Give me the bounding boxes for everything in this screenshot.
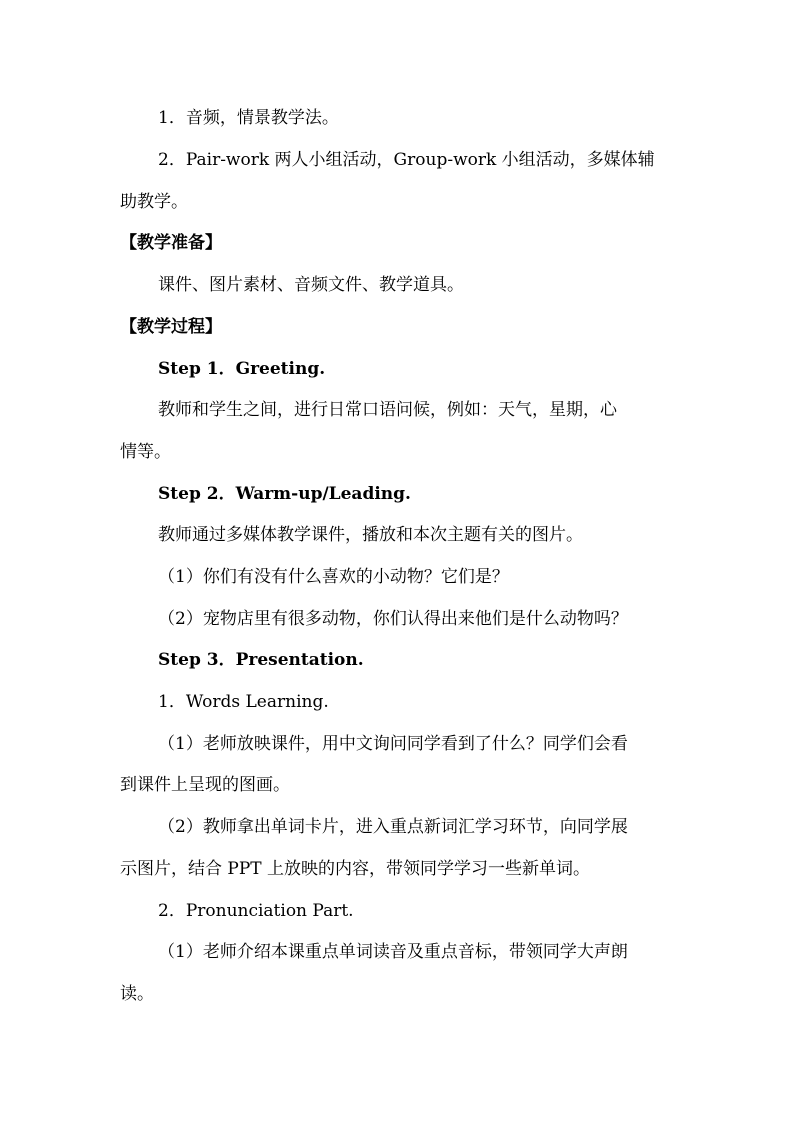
- pronunciation-heading: 2．Pronunciation Part.: [158, 901, 354, 921]
- step-1-text: 教师和学生之间，进行日常口语问候，例如：天气，星期，心: [158, 400, 617, 420]
- method-item-2: 2．Pair-work 两人小组活动，Group-work 小组活动，多媒体辅: [158, 150, 655, 170]
- preparation-text: 课件、图片素材、音频文件、教学道具。: [158, 275, 464, 295]
- section-heading-process: 【教学过程】: [120, 317, 222, 337]
- words-learning-item-2: （2）教师拿出单词卡片，进入重点新词汇学习环节，向同学展: [158, 817, 628, 837]
- step-2-question-1: （1）你们有没有什么喜欢的小动物？它们是？: [158, 567, 509, 587]
- words-learning-item-2-continued: 示图片，结合 PPT 上放映的内容，带领同学学习一些新单词。: [120, 859, 591, 879]
- pronunciation-item-1: （1）老师介绍本课重点单词读音及重点音标，带领同学大声朗: [158, 942, 628, 962]
- section-heading-preparation: 【教学准备】: [120, 233, 222, 253]
- step-1-text-continued: 情等。: [120, 442, 171, 462]
- step-2-question-2: （2）宠物店里有很多动物，你们认得出来他们是什么动物吗？: [158, 609, 628, 629]
- pronunciation-item-1-continued: 读。: [120, 984, 154, 1004]
- step-2-text: 教师通过多媒体教学课件，播放和本次主题有关的图片。: [158, 525, 583, 545]
- step-2-heading: Step 2．Warm-up/Leading.: [158, 484, 411, 504]
- method-item-1: 1．音频，情景教学法。: [158, 108, 339, 128]
- words-learning-item-1: （1）老师放映课件，用中文询问同学看到了什么？同学们会看: [158, 734, 628, 754]
- step-1-heading: Step 1．Greeting.: [158, 359, 326, 379]
- step-3-heading: Step 3．Presentation.: [158, 650, 364, 670]
- words-learning-item-1-continued: 到课件上呈现的图画。: [120, 775, 290, 795]
- words-learning-heading: 1．Words Learning.: [158, 692, 329, 712]
- method-item-2-continued: 助教学。: [120, 192, 188, 212]
